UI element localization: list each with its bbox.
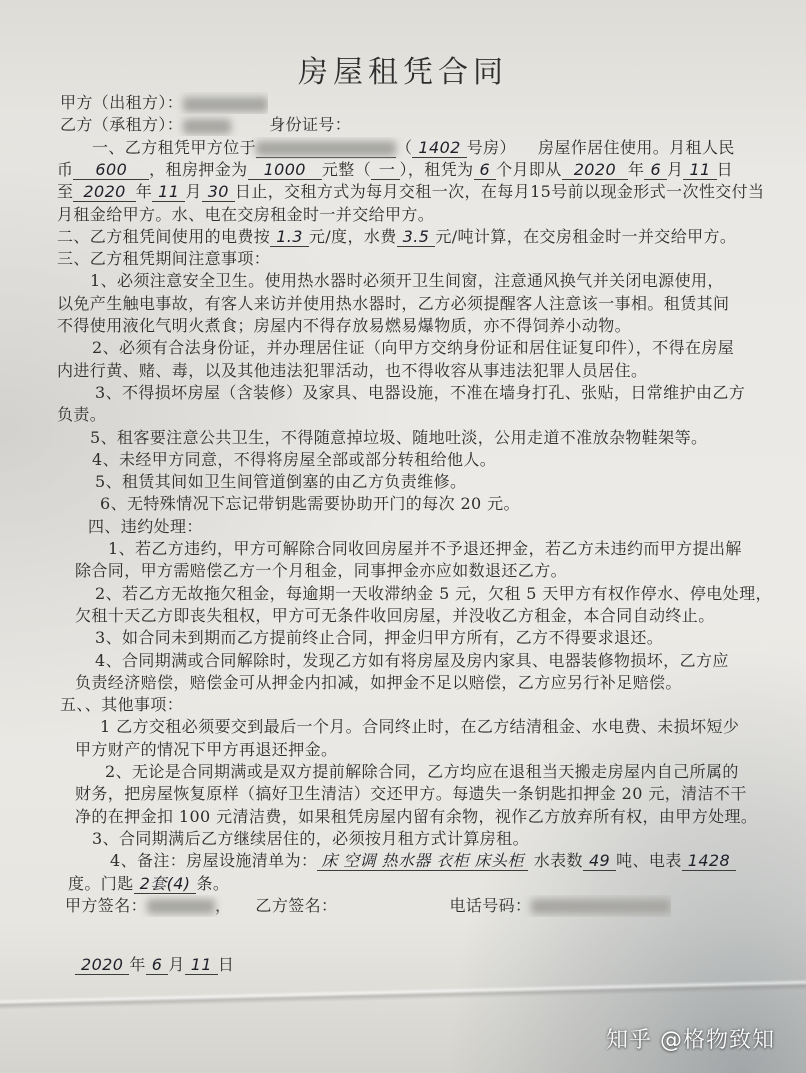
contract-line-21: [108, 538, 742, 560]
redacted-field: [183, 95, 268, 113]
handwritten-entry: 1.3: [270, 228, 309, 247]
printed-text: 度。门匙: [68, 873, 134, 893]
printed-text: 月: [667, 159, 684, 179]
contract-line-15: [57, 404, 106, 426]
contract-line-4: [57, 159, 733, 181]
contract-line-10: [57, 293, 729, 315]
contract-line-24: [75, 605, 715, 627]
contract-line-17: [92, 449, 496, 471]
printed-text: ，: [215, 895, 232, 915]
handwritten-entry: 6: [474, 161, 497, 180]
contract-line-37: [65, 895, 671, 917]
printed-text: 四、违约处理：: [88, 516, 203, 536]
printed-text: 2、若乙方无故拖欠租金，每逾期一天收滞纳金 5 元，欠租 5 天甲方有权作停水、停电处理，: [95, 583, 772, 603]
handwritten-entry: 一: [371, 161, 399, 180]
redaction-blur: [183, 97, 268, 112]
redaction-blur: [256, 141, 396, 156]
contract-line-3: [92, 137, 735, 159]
contract-line-30: [75, 739, 337, 761]
handwritten-entry: 2020: [562, 161, 628, 180]
contract-line-12: [92, 337, 734, 359]
contract-line-11: [57, 315, 631, 337]
printed-text: 元/度，水费: [308, 226, 397, 246]
contract-line-35: [110, 850, 736, 872]
contract-line-32: [75, 783, 747, 805]
contract-line-25: [95, 627, 663, 649]
contract-line-28: [60, 694, 183, 716]
printed-text: 5、租赁其间如卫生间管道倒塞的由乙方负责维修。: [95, 472, 467, 492]
printed-text: 净的在押金扣 100 元清洁费，如果租凭房屋内留有余物，视作乙方放弃所有权，由甲方处理。: [75, 806, 758, 826]
printed-text: 二、乙方租凭间使用的电费按: [57, 226, 271, 246]
printed-text: 年: [129, 955, 146, 974]
printed-text: （: [396, 137, 413, 157]
handwritten-entry: 1402: [412, 139, 466, 158]
contract-line-34: [92, 828, 529, 850]
handwritten-entry: 30: [202, 183, 235, 202]
printed-text: 年: [135, 182, 153, 202]
contract-line-2: [60, 114, 351, 136]
printed-text: 一、乙方租凭甲方位于: [92, 137, 257, 157]
contract-line-38: [75, 954, 234, 976]
printed-text: 3、不得损坏房屋（含装修）及家具、电器设施，不准在墙身打孔、张贴，日常维护由乙方: [95, 382, 746, 402]
printed-text: ），租凭为: [399, 159, 474, 179]
contract-line-5: [57, 181, 764, 203]
redacted-field: [183, 117, 231, 135]
redaction-blur: [147, 899, 215, 914]
printed-text: 除合同，甲方需赔偿乙方一个月租金，同事押金亦应如数退还乙方。: [75, 561, 568, 581]
printed-text: 4、未经甲方同意，不得将房屋全部或部分转租给他人。: [92, 449, 497, 469]
contract-line-7: [57, 226, 736, 248]
handwritten-entry: 11: [683, 161, 716, 180]
printed-text: 五、、其他事项：: [60, 695, 184, 715]
document-title: 房屋租凭合同: [298, 55, 508, 90]
printed-text: 负责。: [57, 405, 107, 425]
printed-text: 日止，交租方式为每月交租一次，在每月15号前以现金形式一次性交付当: [234, 182, 765, 202]
printed-text: 以免产生触电事故，有客人来访并使用热水器时，乙方必须提醒客人注意该一事相。租赁其间: [57, 293, 730, 313]
contract-line-33: [75, 806, 757, 828]
printed-text: 1 乙方交租必须要交到最后一个月。合同终止时，在乙方结清租金、水电费、未损坏短少: [100, 717, 740, 737]
printed-text: 4、合同期满或合同解除时，发现乙方如有将房屋及房内家具、电器装修物损坏，乙方应: [95, 650, 729, 670]
printed-text: 吨、电表: [616, 851, 682, 871]
printed-text: 欠租十天乙方即丧失租权，甲方可无条件收回房屋，并没收乙方租金，本合同自动终止。: [75, 605, 715, 625]
redacted-field: [256, 139, 396, 158]
redacted-field: [147, 897, 215, 915]
printed-text: 年: [628, 159, 645, 179]
printed-text: 至: [57, 182, 74, 202]
printed-text: 负责经济赔偿，赔偿金可从押金内扣减，如押金不足以赔偿，乙方应另行补足赔偿。: [75, 672, 682, 692]
printed-text: 身份证号：: [269, 115, 352, 135]
printed-text: 1、若乙方违约，甲方可解除合同收回房屋并不予退还押金，若乙方未违约而甲方提出解: [108, 539, 742, 558]
contract-line-8: [57, 248, 270, 270]
redaction-blur: [183, 119, 231, 134]
handwritten-entry: 11: [152, 183, 185, 202]
contract-line-27: [75, 672, 682, 694]
printed-text: 日: [716, 159, 734, 179]
printed-text: 房屋作居住使用。月租人民: [537, 137, 735, 157]
handwritten-entry: 2套(4): [134, 875, 197, 894]
printed-text: 2、无论是合同期满或是双方提前解除合同，乙方均应在退租当天搬走房屋内自己所属的: [105, 762, 739, 781]
printed-text: 3、如合同未到期而乙方提前终止合同，押金归甲方所有，乙方不得要求退还。: [95, 628, 664, 648]
printed-text: 乙方签名：: [255, 895, 338, 915]
printed-text: 5、租客要注意公共卫生，不得随意掉垃圾、随地吐淡，公用走道不准放杂物鞋架等。: [90, 427, 708, 447]
handwritten-entry: 6: [146, 956, 169, 975]
redaction-blur: [531, 899, 671, 914]
printed-text: 6、无特殊情况下忘记带钥匙需要协助开门的每次 20 元。: [100, 494, 520, 514]
handwritten-entry: 49: [583, 852, 616, 871]
handwritten-entry: 床 空调 热水器 衣柜 床头柜: [317, 852, 527, 871]
printed-text: 号房）: [466, 137, 516, 157]
printed-text: 月租金给甲方。水、电在交房租金时一并交给甲方。: [57, 204, 435, 224]
printed-text: 2、必须有合法身份证，并办理居住证（向甲方交纳身份证和居住证复印件），不得在房屋: [92, 338, 735, 358]
contract-line-9: [90, 270, 724, 292]
handwritten-entry: 2020: [73, 183, 135, 202]
printed-text: 条。: [196, 873, 230, 893]
contract-line-36: [68, 873, 229, 895]
printed-text: 个月即从: [496, 159, 562, 179]
printed-text: 甲方签名：: [65, 895, 148, 915]
printed-text: 三、乙方租凭期间注意事项：: [57, 249, 271, 269]
printed-text: 内进行黄、赌、毒，以及其他违法犯罪活动，也不得收容从事违法犯罪人员居住。: [57, 360, 648, 380]
printed-text: 1、必须注意安全卫生。使用热水器时必须开卫生间窗，注意通风换气并关闭电源使用，: [90, 271, 724, 291]
printed-text: 不得使用液化气明火煮食；房屋内不得存放易燃易爆物质，亦不得饲养小动物。: [57, 316, 632, 335]
printed-text: 月: [168, 955, 185, 974]
redacted-field: [531, 897, 671, 915]
contract-line-1: [60, 92, 268, 114]
handwritten-entry: 1000: [248, 161, 322, 180]
printed-text: 3、合同期满后乙方继续居住的，必须按月租方式计算房租。: [92, 828, 529, 848]
handwritten-entry: 11: [185, 956, 218, 975]
contract-line-22: [75, 560, 567, 582]
handwritten-entry: 1428: [682, 852, 736, 871]
contract-line-19: [100, 493, 520, 515]
handwritten-entry: 2020: [75, 956, 129, 975]
handwritten-entry: 3.5: [397, 228, 436, 247]
contract-line-31: [105, 761, 739, 783]
handwritten-entry: 6: [644, 161, 667, 180]
contract-line-20: [88, 516, 203, 538]
contract-line-16: [90, 427, 707, 449]
contract-line-23: [95, 583, 772, 605]
printed-text: 元/吨计算，在交房租金时一并交给甲方。: [435, 226, 737, 246]
printed-text: ，租房押金为: [149, 159, 248, 179]
watermark-text: 知乎 @格物致知: [606, 1028, 775, 1053]
contract-line-26: [95, 650, 729, 672]
contract-line-14: [95, 382, 745, 404]
printed-text: 水表数: [533, 851, 583, 871]
printed-text: 甲方（出租方）：: [60, 93, 184, 112]
printed-text: 财务，把房屋恢复原样（搞好卫生清洁）交还甲方。每遗失一条钥匙扣押金 20 元，清洁不干: [75, 784, 747, 804]
printed-text: 4、备注：房屋设施清单为：: [110, 851, 318, 871]
contract-line-6: [57, 204, 434, 226]
contract-line-18: [95, 471, 466, 493]
handwritten-entry: 600: [73, 161, 149, 180]
printed-text: 甲方财产的情况下甲方再退还押金。: [75, 739, 338, 759]
printed-text: 月: [185, 182, 202, 202]
contract-line-29: [100, 716, 739, 738]
printed-text: 币: [57, 159, 74, 179]
printed-text: 元整（: [321, 159, 372, 179]
printed-text: 日: [217, 955, 235, 974]
contract-line-13: [57, 360, 647, 382]
printed-text: 电话号码：: [449, 895, 532, 915]
printed-text: 乙方（承租方）：: [60, 115, 184, 135]
